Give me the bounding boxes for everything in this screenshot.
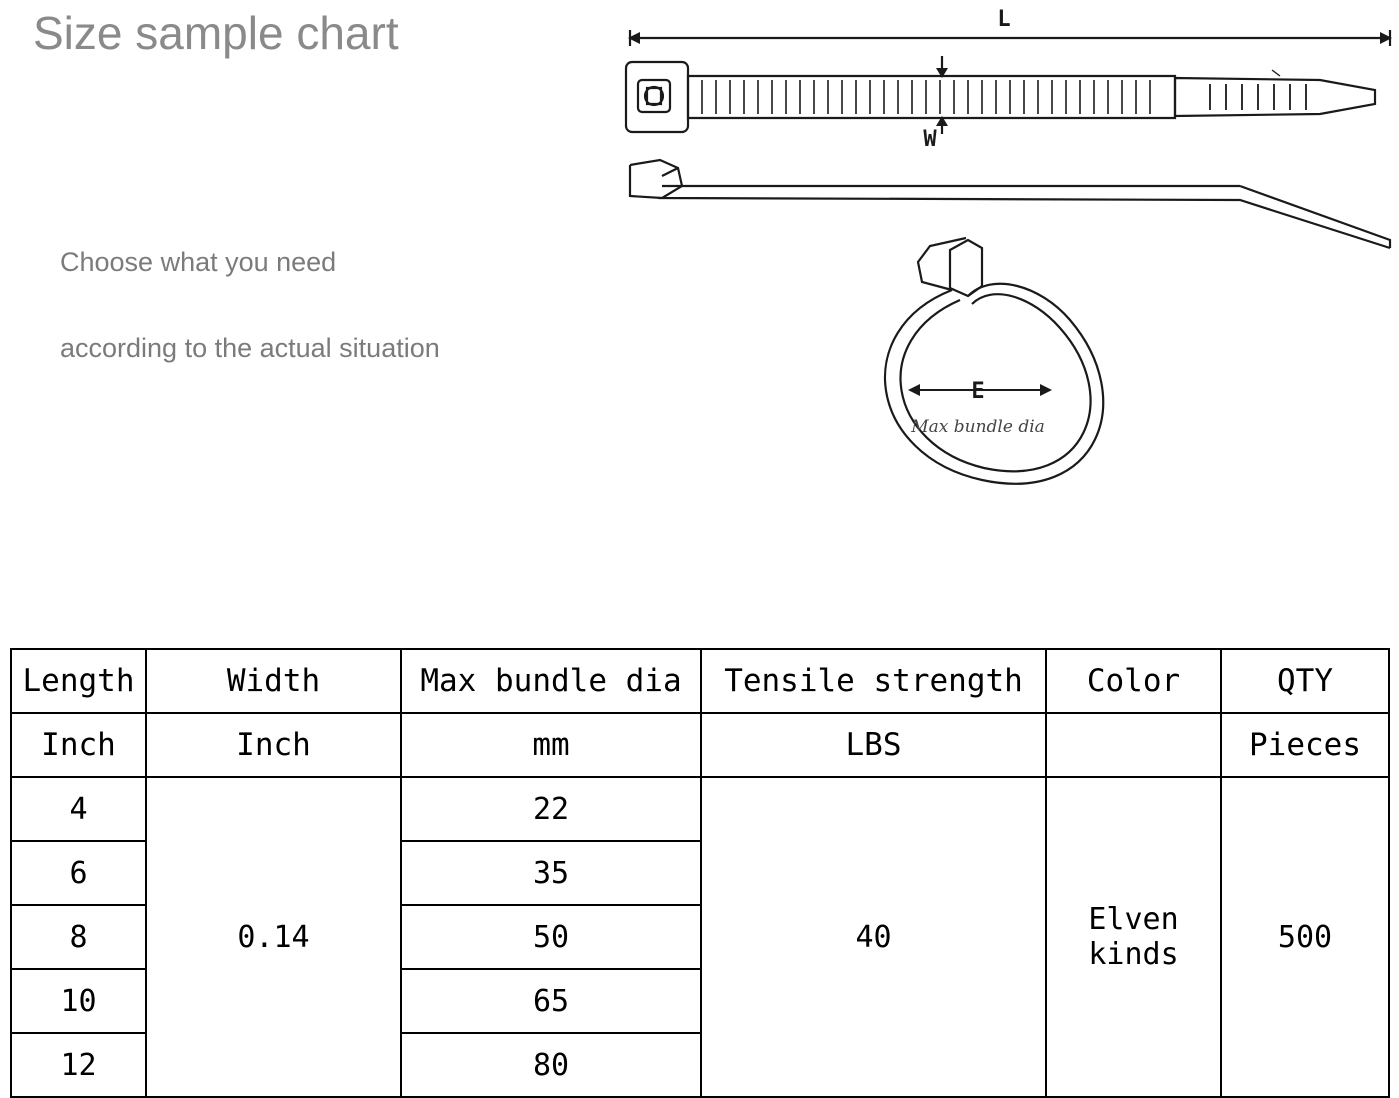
- unit-color: [1046, 713, 1221, 777]
- header-length: Length: [11, 649, 146, 713]
- unit-max-bundle-dia: mm: [401, 713, 701, 777]
- cell-length: 6: [11, 841, 146, 905]
- cell-max-bundle-dia: 35: [401, 841, 701, 905]
- table-row: [11, 777, 1389, 841]
- specification-table: [10, 648, 1390, 1098]
- cell-color: Elven kinds: [1046, 777, 1221, 1097]
- unit-qty: Pieces: [1221, 713, 1389, 777]
- diagram-label-bundle-caption: Max bundle dia: [911, 417, 1045, 437]
- table-unit-row: [11, 713, 1389, 777]
- cell-length: 12: [11, 1033, 146, 1097]
- header-width: Width: [146, 649, 401, 713]
- cell-tensile-strength: 40: [701, 777, 1046, 1097]
- cell-length: 10: [11, 969, 146, 1033]
- cell-max-bundle-dia: 22: [401, 777, 701, 841]
- header-qty: QTY: [1221, 649, 1389, 713]
- subtitle-line-2: according to the actual situation: [60, 333, 440, 363]
- diagram-label-length: L: [997, 7, 1011, 32]
- cable-tie-diagram: [600, 0, 1399, 530]
- cell-width: 0.14: [146, 777, 401, 1097]
- page-title: Size sample chart: [33, 7, 399, 59]
- cell-max-bundle-dia: 80: [401, 1033, 701, 1097]
- header-tensile-strength: Tensile strength: [701, 649, 1046, 713]
- unit-width: Inch: [146, 713, 401, 777]
- diagram-label-width: W: [923, 127, 937, 152]
- table-header-row: [11, 649, 1389, 713]
- diagram-label-bundle: E: [971, 379, 985, 404]
- cell-max-bundle-dia: 50: [401, 905, 701, 969]
- unit-tensile-strength: LBS: [701, 713, 1046, 777]
- subtitle-line-1: Choose what you need: [60, 247, 337, 277]
- header-max-bundle-dia: Max bundle dia: [401, 649, 701, 713]
- cell-qty: 500: [1221, 777, 1389, 1097]
- cell-length: 8: [11, 905, 146, 969]
- cell-length: 4: [11, 777, 146, 841]
- unit-length: Inch: [11, 713, 146, 777]
- header-color: Color: [1046, 649, 1221, 713]
- cell-max-bundle-dia: 65: [401, 969, 701, 1033]
